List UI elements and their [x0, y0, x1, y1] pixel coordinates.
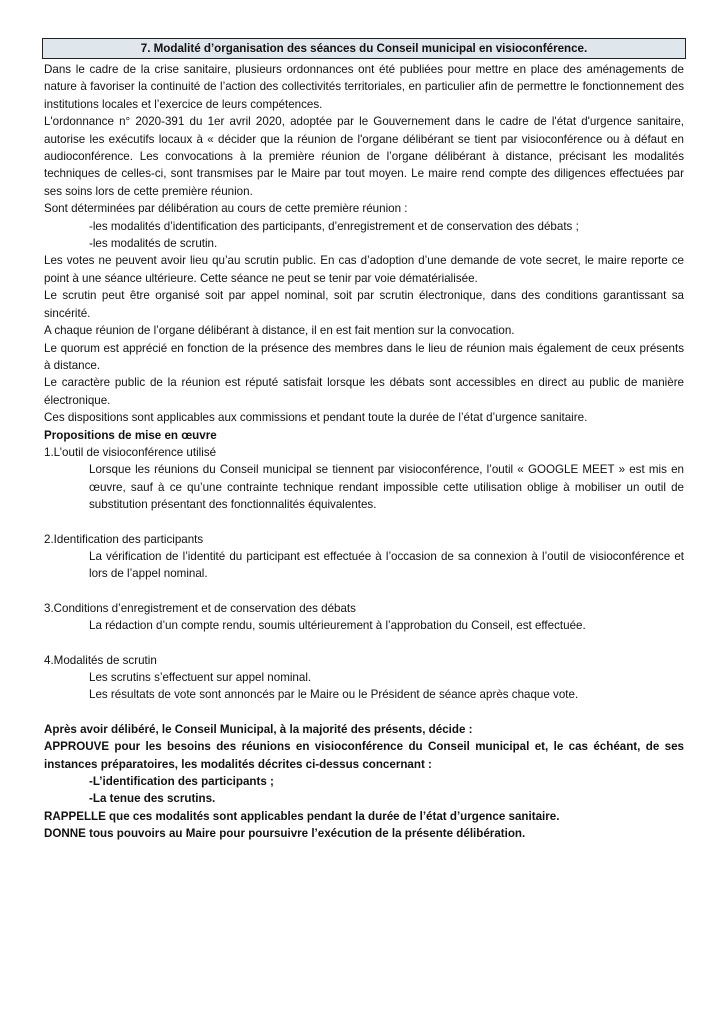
determined-item-1: -les modalités d’identification des participants, d’enregistrement et de conservation des débats ; [89, 219, 579, 233]
rule-paragraph-1: Les votes ne peuvent avoir lieu qu’au scrutin public. En cas d’adoption d’une demande de vote secret, le maire reporte ce point à une séance ultérieure. Cette séance ne peut se tenir par voie dématérialisée. [44, 254, 684, 285]
rule-paragraph-5: Le caractère public de la réunion est réputé satisfait lorsque les débats sont accessibles en direct au public de manière électronique. [44, 376, 684, 407]
proposal-heading-3: 3.Conditions d’enregistrement et de conservation des débats [44, 601, 356, 615]
proposal-text-4b: Les résultats de vote sont annoncés par le Maire ou le Président de séance après chaque vote. [89, 688, 579, 702]
intro-paragraph-1: Dans le cadre de la crise sanitaire, plusieurs ordonnances ont été publiées pour mettre en place des aménagements de nature à favoriser la continuité de l’action des collectivités territoriales, en particulier afin de permettre le fonctionnement des institutions locales et l’exercice de leurs compétences. [44, 63, 684, 111]
decision-approve: APPROUVE pour les besoins des réunions en visioconférence du Conseil municipal et, le cas échéant, de ses instances préparatoires, les modalités décrites ci-dessus concernant : [44, 740, 684, 771]
rule-paragraph-4: Le quorum est apprécié en fonction de la présence des membres dans le lieu de réunion mais également de ceux présents à distance. [44, 341, 684, 372]
decision-intro: Après avoir délibéré, le Conseil Municipal, à la majorité des présents, décide : [44, 722, 473, 736]
proposal-text-2: La vérification de l’identité du participant est effectuée à l’occasion de sa connexion à l’outil de visioconférence et lors de l’appel nominal. [89, 549, 684, 581]
intro-paragraph-2: L'ordonnance n° 2020-391 du 1er avril 2020, adoptée par le Gouvernement dans le cadre de l'état d'urgence sanitaire, autorise les exécutifs locaux à « décider que la réunion de l'organe délibérant se tient par visioconférence ou à défaut en audioconférence. Les convocations à la première réunion de l’organe délibérant à distance, précisant les modalités techniques de celles-ci, sont transmises par le Maire par tout moyen. Le maire rend compte des diligences effectuées par ses soins lors de cette première réunion. [44, 115, 684, 198]
proposal-heading-4: 4.Modalités de scrutin [44, 653, 157, 667]
rule-paragraph-2: Le scrutin peut être organisé soit par appel nominal, soit par scrutin électronique, dans des conditions garantissant sa sincérité. [44, 289, 684, 320]
proposal-heading-2: 2.Identification des participants [44, 532, 204, 546]
proposal-text-3: La rédaction d’un compte rendu, soumis ultérieurement à l’approbation du Conseil, est effectuée. [89, 619, 586, 633]
document-page [44, 38, 684, 843]
proposals-heading: Propositions de mise en œuvre [44, 428, 217, 442]
rule-paragraph-3: A chaque réunion de l’organe délibérant à distance, il en est fait mention sur la convocation. [44, 324, 515, 338]
intro-paragraph-3: Sont déterminées par délibération au cours de cette première réunion : [44, 202, 408, 216]
decision-give: DONNE tous pouvoirs au Maire pour poursuivre l’exécution de la présente délibération. [44, 827, 526, 841]
proposal-heading-1: 1.L’outil de visioconférence utilisé [44, 445, 217, 459]
approve-item-2: -La tenue des scrutins. [89, 792, 216, 806]
rule-paragraph-6: Ces dispositions sont applicables aux commissions et pendant toute la durée de l’état d’urgence sanitaire. [44, 411, 588, 425]
section-title: 7. Modalité d’organisation des séances du Conseil municipal en visioconférence. [42, 38, 686, 59]
proposal-text-1: Lorsque les réunions du Conseil municipal se tiennent par visioconférence, l’outil « GOOGLE MEET » est mis en œuvre, sauf à ce qu’une contrainte technique rendant impossible cette utilisation oblige à mobiliser un outil de substitution présentant des fonctionnalités équivalentes. [89, 463, 684, 512]
proposal-text-4a: Les scrutins s’effectuent sur appel nominal. [89, 671, 312, 684]
determined-item-2: -les modalités de scrutin. [89, 237, 218, 251]
decision-recall: RAPPELLE que ces modalités sont applicables pendant la durée de l’état d’urgence sanitaire. [44, 809, 560, 823]
approve-item-1: -L’identification des participants ; [89, 775, 274, 789]
